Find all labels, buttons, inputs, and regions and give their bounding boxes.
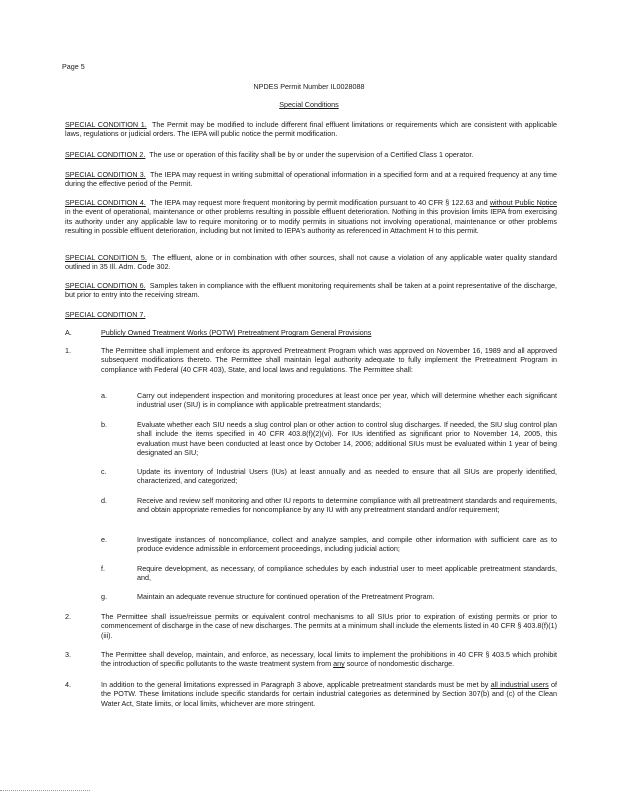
special-condition-6-heading: SPECIAL CONDITION 6. <box>65 281 146 290</box>
subitem-letter: g. <box>101 592 107 601</box>
provision-item-2-text: The Permittee shall issue/reissue permits or equivalent control mechanisms to all SIUs prior to expiration of existing permits or prior to commencement of discharge in the case of new discharges. The permits at a minimum shall include the elements listed in 40 CFR § 403.8(f)(1)(iii). <box>101 612 557 640</box>
special-condition-3-heading: SPECIAL CONDITION 3. <box>65 170 146 179</box>
subitem-text: Carry out independent inspection and monitoring procedures at least once per year, which will determine whether each significant industrial user (SIU) is in compliance with applicable pretreatment standards; <box>137 391 557 410</box>
subitem-text: Investigate instances of noncompliance, collect and analyze samples, and compile other information with sufficient care as to produce evidence admissible in enforcement proceedings, including judicial action; <box>137 535 557 554</box>
permit-number-heading: NPDES Permit Number IL0028088 <box>253 82 365 91</box>
special-condition-7 <box>65 310 557 319</box>
subitem-text: Require development, as necessary, of compliance schedules by each industrial user to meet applicable pretreatment standards, and, <box>137 564 557 583</box>
scan-footer-mark <box>0 790 90 794</box>
special-condition-1-heading: SPECIAL CONDITION 1. <box>65 120 147 129</box>
provision-item-2-number: 2. <box>65 612 71 621</box>
subitem-letter: e. <box>101 535 107 544</box>
special-condition-2-heading: SPECIAL CONDITION 2. <box>65 150 146 159</box>
provision-item-3-text <box>101 650 557 669</box>
provision-item-4-text-a: In addition to the general limitations expressed in Paragraph 3 above, applicable pretreatment standards must be met by <box>101 680 489 689</box>
special-condition-1-text: The Permit may be modified to include different final effluent limitations or requirements which are consistent with applicable laws, regulations or judicial orders. The IEPA will public notice the permit modification. <box>65 120 557 139</box>
subitem-letter: c. <box>101 467 107 476</box>
special-condition-4 <box>65 198 557 235</box>
special-condition-6 <box>65 281 557 300</box>
special-condition-2 <box>65 150 557 159</box>
subitem-text: Update its inventory of Industrial Users (IUs) at least annually and as needed to ensure that all SIUs are properly identified, characterized, and categorized; <box>137 467 557 486</box>
special-condition-4-underlined: without Public Notice <box>489 198 557 207</box>
provision-item-1-number: 1. <box>65 346 71 355</box>
special-condition-4-text-b: in the event of operational, maintenance or other problems resulting in possible effluent deterioration. Nothing in this provision limits IEPA from exercising its authority under any applicable law to require monitoring or to modify permits in situations not involving operational, maintenance or other problems resulting in possible effluent deterioration, including but not limited to IEPA's authority as referenced in Attachment H to this permit. <box>65 207 557 235</box>
provision-item-4-number: 4. <box>65 680 71 689</box>
section-a-title: Publicly Owned Treatment Works (POTW) Pretreatment Program General Provisions <box>101 328 372 337</box>
subitem-letter: a. <box>101 391 107 400</box>
special-condition-2-text: The use or operation of this facility shall be by or under the supervision of a Certified Class 1 operator. <box>149 150 474 159</box>
provision-item-3-text-a: The Permittee shall develop, maintain, and enforce, as necessary, local limits to implement the prohibitions in 40 CFR § 403.5 which prohibit the introduction of specific pollutants to the waste treatment system from <box>101 650 557 669</box>
provision-item-4-underlined: all industrial users <box>490 680 549 689</box>
special-conditions-title: Special Conditions <box>279 100 339 109</box>
special-condition-4-text-a: The IEPA may request more frequent monitoring by permit modification pursuant to 40 CFR § 122.63 and <box>150 198 488 207</box>
section-a-label: A. <box>65 328 72 337</box>
special-condition-3-text: The IEPA may request in writing submittal of operational information in a specified form and at a required frequency at any time during the effective period of the Permit. <box>65 170 557 189</box>
special-condition-7-heading: SPECIAL CONDITION 7. <box>65 310 146 319</box>
special-condition-1 <box>65 120 557 139</box>
special-condition-5-heading: SPECIAL CONDITION 5. <box>65 253 147 262</box>
provision-item-3-underlined: any <box>333 659 345 669</box>
page-number: Page 5 <box>62 62 85 71</box>
special-condition-3 <box>65 170 557 189</box>
subitem-letter: b. <box>101 420 107 429</box>
subitem-text: Receive and review self monitoring and other IU reports to determine compliance with all pretreatment standards and requirements, and obtain appropriate remedies for noncompliance by any IU with any pretreatment standard and/or requirement; <box>137 496 557 515</box>
provision-item-3-number: 3. <box>65 650 71 659</box>
subitem-text: Maintain an adequate revenue structure for continued operation of the Pretreatment Program. <box>137 592 435 601</box>
special-condition-4-heading: SPECIAL CONDITION 4. <box>65 198 146 207</box>
special-condition-5-text: The effluent, alone or in combination with other sources, shall not cause a violation of any applicable water quality standard outlined in 35 Ill. Adm. Code 302. <box>65 253 557 272</box>
provision-item-3-text-b: source of nondomestic discharge. <box>346 659 455 669</box>
provision-item-4-text-b: of the POTW. These limitations include specific standards for certain industrial categories as determined by Section 307(b) and (c) of the Clean Water Act, State limits, or local limits, whichever are more stringent. <box>101 680 558 708</box>
subitem-letter: f. <box>101 564 105 573</box>
provision-item-4-text <box>101 680 557 708</box>
special-condition-5 <box>65 253 557 272</box>
provision-item-1-text: The Permittee shall implement and enforce its approved Pretreatment Program which was approved on November 16, 1989 and all approved subsequent modifications thereto. The Permittee shall maintain legal authority adequate to fully implement the Pretreatment Program in compliance with Federal (40 CFR 403), State, and local laws and regulations. The Permittee shall: <box>101 346 557 374</box>
subitem-text: Evaluate whether each SIU needs a slug control plan or other action to control slug discharges. If needed, the SIU slug control plan shall include the items specified in 40 CFR 403.8(f)(2)(vi). For IUs identified as significant prior to November 14, 2005, this evaluation must have been conducted at least once by October 14, 2006; additional SIUs must be evaluated within 1 year of being designated an SIU; <box>137 420 557 457</box>
subitem-letter: d. <box>101 496 107 505</box>
special-condition-6-text: Samples taken in compliance with the effluent monitoring requirements shall be taken at a point representative of the discharge, but prior to entry into the receiving stream. <box>65 281 557 300</box>
